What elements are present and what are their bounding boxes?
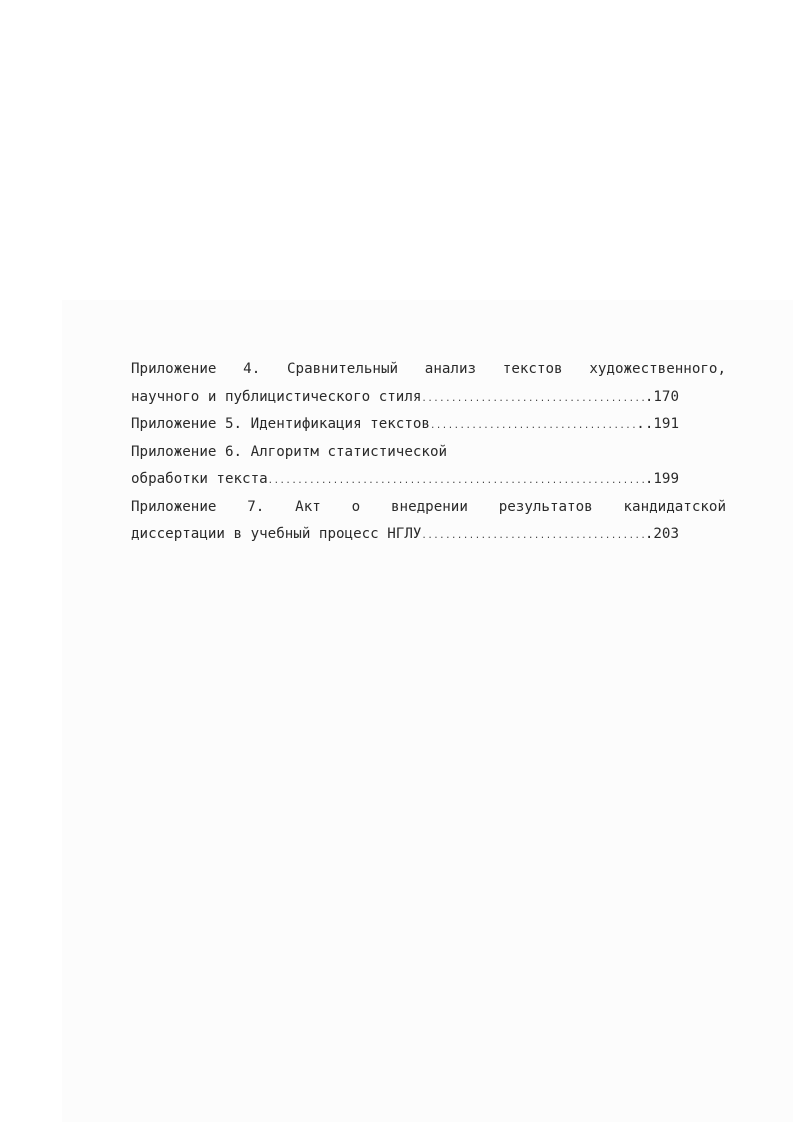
toc-entry-text: диссертации в учебный процесс НГЛУ	[131, 526, 422, 542]
toc-page-number: ..191	[636, 416, 679, 432]
dot-leader	[421, 523, 644, 549]
toc-entry-text: научного и публицистического стиля	[131, 388, 422, 405]
toc-entry-appendix-4	[131, 384, 679, 412]
toc-entry-appendix-5	[131, 411, 679, 439]
toc-entry-appendix-6-title: Приложение 6. Алгоритм статистической	[131, 443, 448, 460]
dot-leader	[430, 413, 636, 439]
toc-entry-appendix-6	[131, 466, 679, 494]
table-of-contents	[131, 356, 726, 549]
toc-entry-text: обработки текста	[131, 471, 268, 487]
toc-page-number: .199	[644, 471, 679, 487]
toc-entry-text: Приложение 5. Идентификация текстов	[131, 416, 430, 432]
dot-leader	[421, 386, 644, 412]
toc-entry-appendix-7-title: Приложение 7. Акт о внедрении результатов кандидатской	[131, 498, 726, 515]
toc-page-number: .203	[644, 526, 679, 542]
toc-page-number: .170	[644, 388, 679, 405]
toc-entry-appendix-7	[131, 521, 679, 549]
toc-entry-appendix-4-title: Приложение 4. Сравнительный анализ текстов художественного,	[131, 361, 726, 377]
dot-leader	[268, 468, 645, 494]
